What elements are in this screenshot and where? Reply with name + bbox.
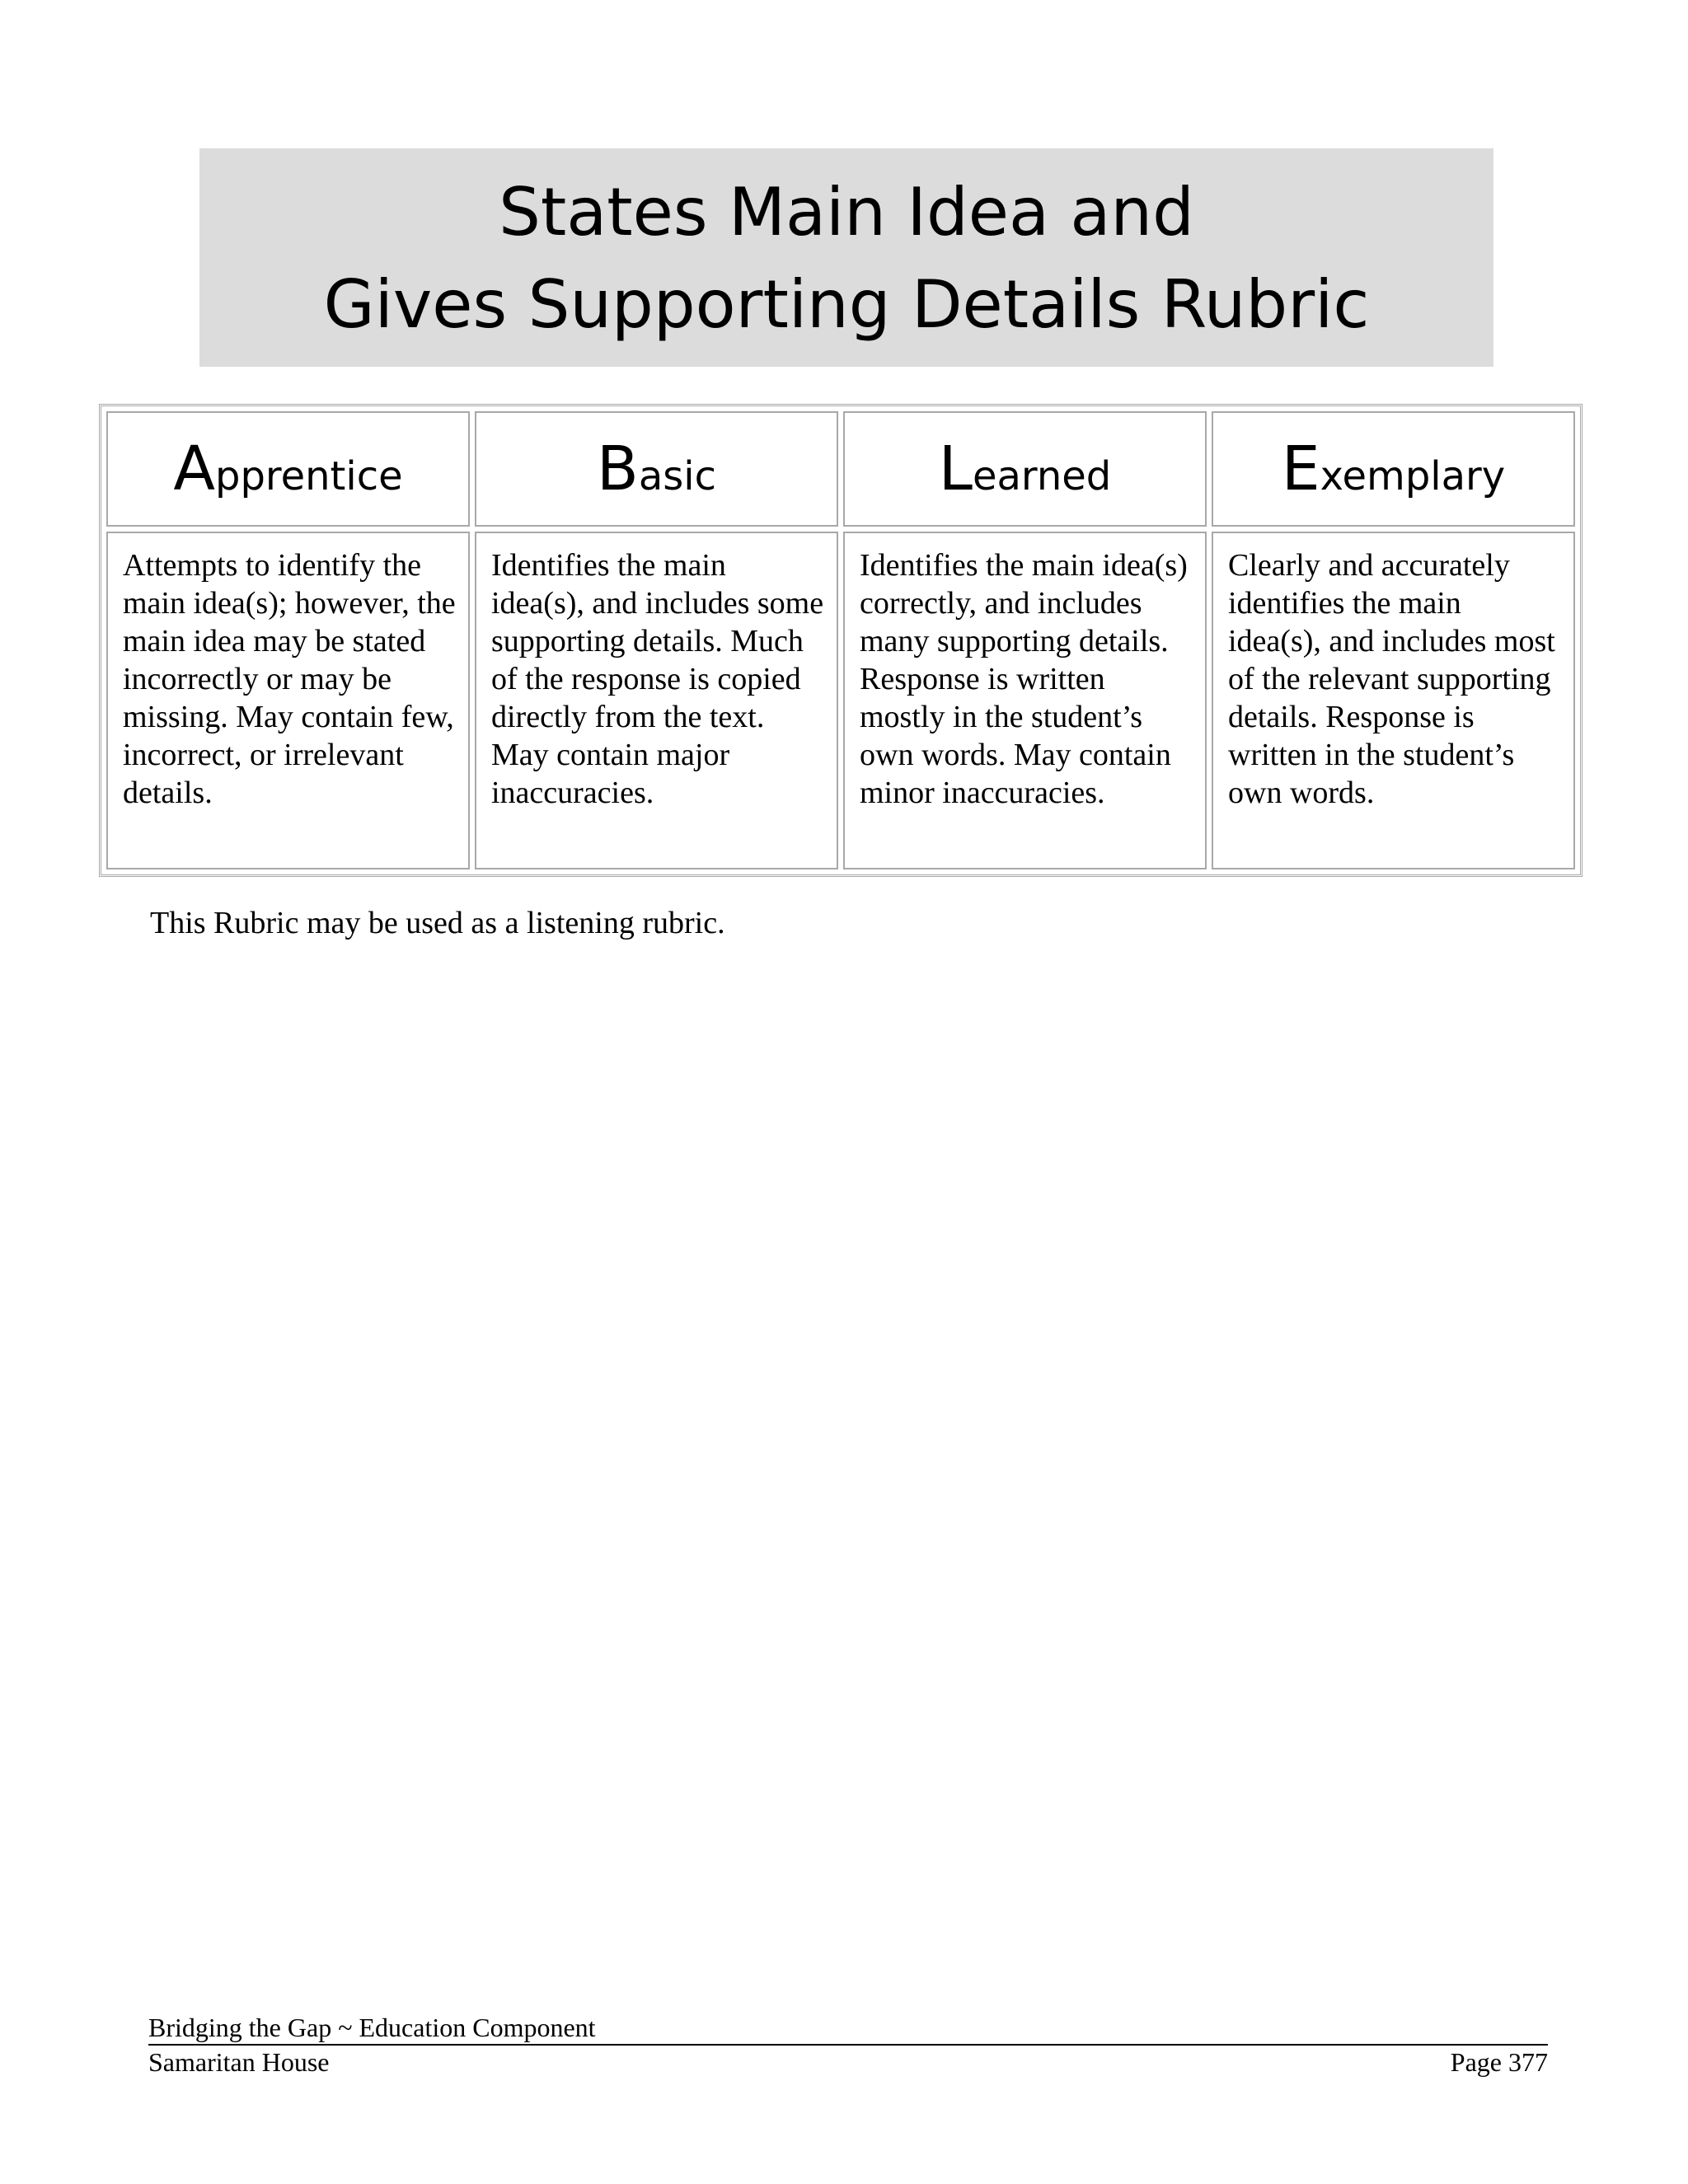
level-description-basic: Identifies the main idea(s), and includes some supporting details. Much of the response is copied directly from the text. May contain major inaccuracies. xyxy=(475,532,838,869)
level-header-learned: Learned xyxy=(843,411,1207,527)
level-header-apprentice: Apprentice xyxy=(106,411,470,527)
title-line-1: States Main Idea and xyxy=(499,174,1194,251)
level-header-exemplary: Exemplary xyxy=(1212,411,1575,527)
title-line-2: Gives Supporting Details Rubric xyxy=(323,266,1370,343)
page-title xyxy=(199,148,1493,367)
rubric-header-row xyxy=(106,411,1575,527)
rubric-description-row xyxy=(106,532,1575,869)
footer-organization: Samaritan House xyxy=(148,2047,330,2077)
rubric-table xyxy=(99,404,1582,877)
footer-bottom-row xyxy=(148,2046,1548,2079)
level-description-apprentice: Attempts to identify the main idea(s); however, the main idea may be stated incorrectly or may be missing. May contain few, incorrect, or irrelevant details. xyxy=(106,532,470,869)
page-number: Page 377 xyxy=(1450,2047,1548,2077)
page-footer xyxy=(148,2011,1548,2079)
level-header-basic: Basic xyxy=(475,411,838,527)
footer-program: Bridging the Gap ~ Education Component xyxy=(148,2011,1548,2046)
level-description-learned: Identifies the main idea(s) correctly, and includes many supporting details. Response is written mostly in the student’s own words. May contain minor inaccuracies. xyxy=(843,532,1207,869)
rubric-note: This Rubric may be used as a listening rubric. xyxy=(150,906,725,940)
level-description-exemplary: Clearly and accurately identifies the main idea(s), and includes most of the relevant supporting details. Response is written in the student’s own words. xyxy=(1212,532,1575,869)
